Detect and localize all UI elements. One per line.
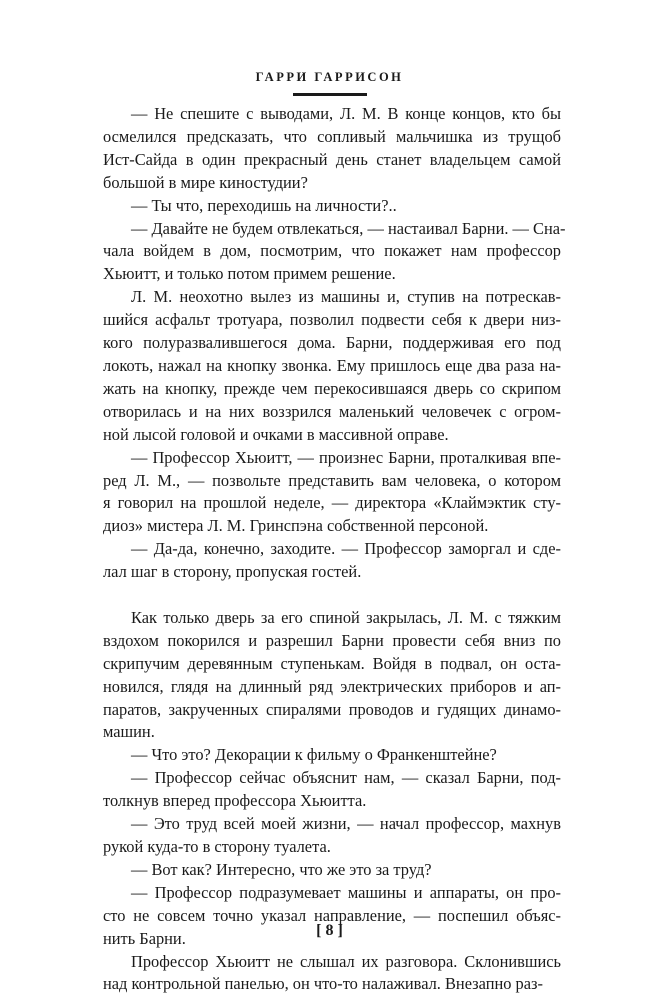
- paragraph: [103, 218, 566, 287]
- text-line: большой в мире киностудии?: [103, 172, 308, 192]
- text-line: новился, глядя на длинный ряд электрических приборов и ап-: [103, 676, 561, 696]
- paragraph: [103, 882, 561, 951]
- paragraph: [103, 103, 561, 195]
- page-header: [0, 70, 659, 96]
- text-line: — Что это? Декорации к фильму о Франкенштейне?: [131, 745, 497, 765]
- text-line: шийся асфальт тротуара, позволил подвести себя к двери низ-: [103, 310, 561, 330]
- text-line: кого полуразвалившегося дома. Барни, поддерживая его под: [103, 333, 561, 353]
- section-break: [103, 584, 561, 607]
- text-line: Как только дверь за его спиной закрылась, Л. М. с тяжким: [131, 607, 561, 627]
- running-head: ГАРРИ ГАРРИСОН: [255, 70, 404, 84]
- text-line: сто не совсем точно указал направление, — поспешил объяс-: [103, 905, 561, 925]
- header-rule: [293, 93, 367, 96]
- text-line: локоть, нажал на кнопку звонка. Ему пришлось еще два раза на-: [103, 355, 561, 375]
- paragraph: [103, 767, 561, 813]
- text-line: Л. М. неохотно вылез из машины и, ступив на потрескав-: [131, 287, 561, 307]
- text-line: над контрольной панелью, он что-то налаживал. Внезапно раз-: [103, 974, 543, 994]
- text-line: нить Барни.: [103, 928, 186, 948]
- text-line: диоз» мистера Л. М. Гринспэна собственной персоной.: [103, 516, 489, 536]
- text-line: скрипучим деревянным ступенькам. Войдя в подвал, он оста-: [103, 653, 561, 673]
- text-line: ред Л. М., — позвольте представить вам человека, о котором: [103, 470, 561, 490]
- paragraph: [103, 538, 561, 584]
- text-line: я говорил на прошлой неделе, — директора «Клаймэктик сту-: [103, 493, 561, 513]
- text-line: — Профессор сейчас объяснит нам, — сказал Барни, под-: [131, 768, 561, 788]
- paragraph: [103, 195, 561, 218]
- text-line: чала войдем в дом, посмотрим, что покажет нам профессор: [103, 241, 561, 261]
- text-line: паратов, закрученных спиралями проводов и гудящих динамо-: [103, 699, 561, 719]
- text-line: машин.: [103, 722, 155, 742]
- paragraph: [103, 607, 561, 744]
- text-line: толкнув вперед профессора Хьюитта.: [103, 791, 367, 811]
- text-line: — Это труд всей моей жизни, — начал профессор, махнув: [131, 814, 561, 834]
- paragraph: [103, 859, 561, 882]
- text-line: вздохом покорился и разрешил Барни провести себя вниз по: [103, 630, 561, 650]
- paragraph: [103, 744, 561, 767]
- text-line: ной лысой головой и очками в массивной оправе.: [103, 424, 449, 444]
- paragraph: [103, 951, 561, 997]
- text-line: Хьюитт, и только потом примем решение.: [103, 264, 396, 284]
- text-line: — Ты что, переходишь на личности?..: [131, 195, 397, 215]
- text-line: отворилась и на них воззрился маленький человечек с огром-: [103, 401, 561, 421]
- text-line: жать на кнопку, прежде чем перекосившаяся дверь со скрипом: [103, 378, 561, 398]
- text-line: лал шаг в сторону, пропуская гостей.: [103, 562, 362, 582]
- text-line: Ист-Сайда в один прекрасный день станет владельцем самой: [103, 149, 561, 169]
- page-number: [ 8 ]: [316, 922, 343, 939]
- paragraph: [103, 286, 561, 446]
- text-line: — Профессор Хьюитт, — произнес Барни, проталкивая впе-: [131, 447, 561, 467]
- text-line: — Да-да, конечно, заходите. — Профессор заморгал и сде-: [131, 539, 561, 559]
- text-line: — Давайте не будем отвлекаться, — настаивал Барни. — Сна-: [131, 218, 566, 238]
- paragraph: [103, 447, 561, 539]
- text-line: — Не спешите с выводами, Л. М. В конце концов, кто бы: [131, 104, 561, 123]
- text-line: осмелился предсказать, что сопливый мальчишка из трущоб: [103, 126, 561, 146]
- body-text: [103, 103, 566, 996]
- paragraph: [103, 813, 561, 859]
- text-line: Профессор Хьюитт не слышал их разговора. Склонившись: [131, 951, 561, 971]
- text-line: рукой куда-то в сторону туалета.: [103, 836, 331, 856]
- text-line: — Профессор подразумевает машины и аппараты, он про-: [131, 882, 561, 902]
- text-block-top: [103, 103, 566, 584]
- text-line: — Вот как? Интересно, что же это за труд?: [131, 859, 432, 879]
